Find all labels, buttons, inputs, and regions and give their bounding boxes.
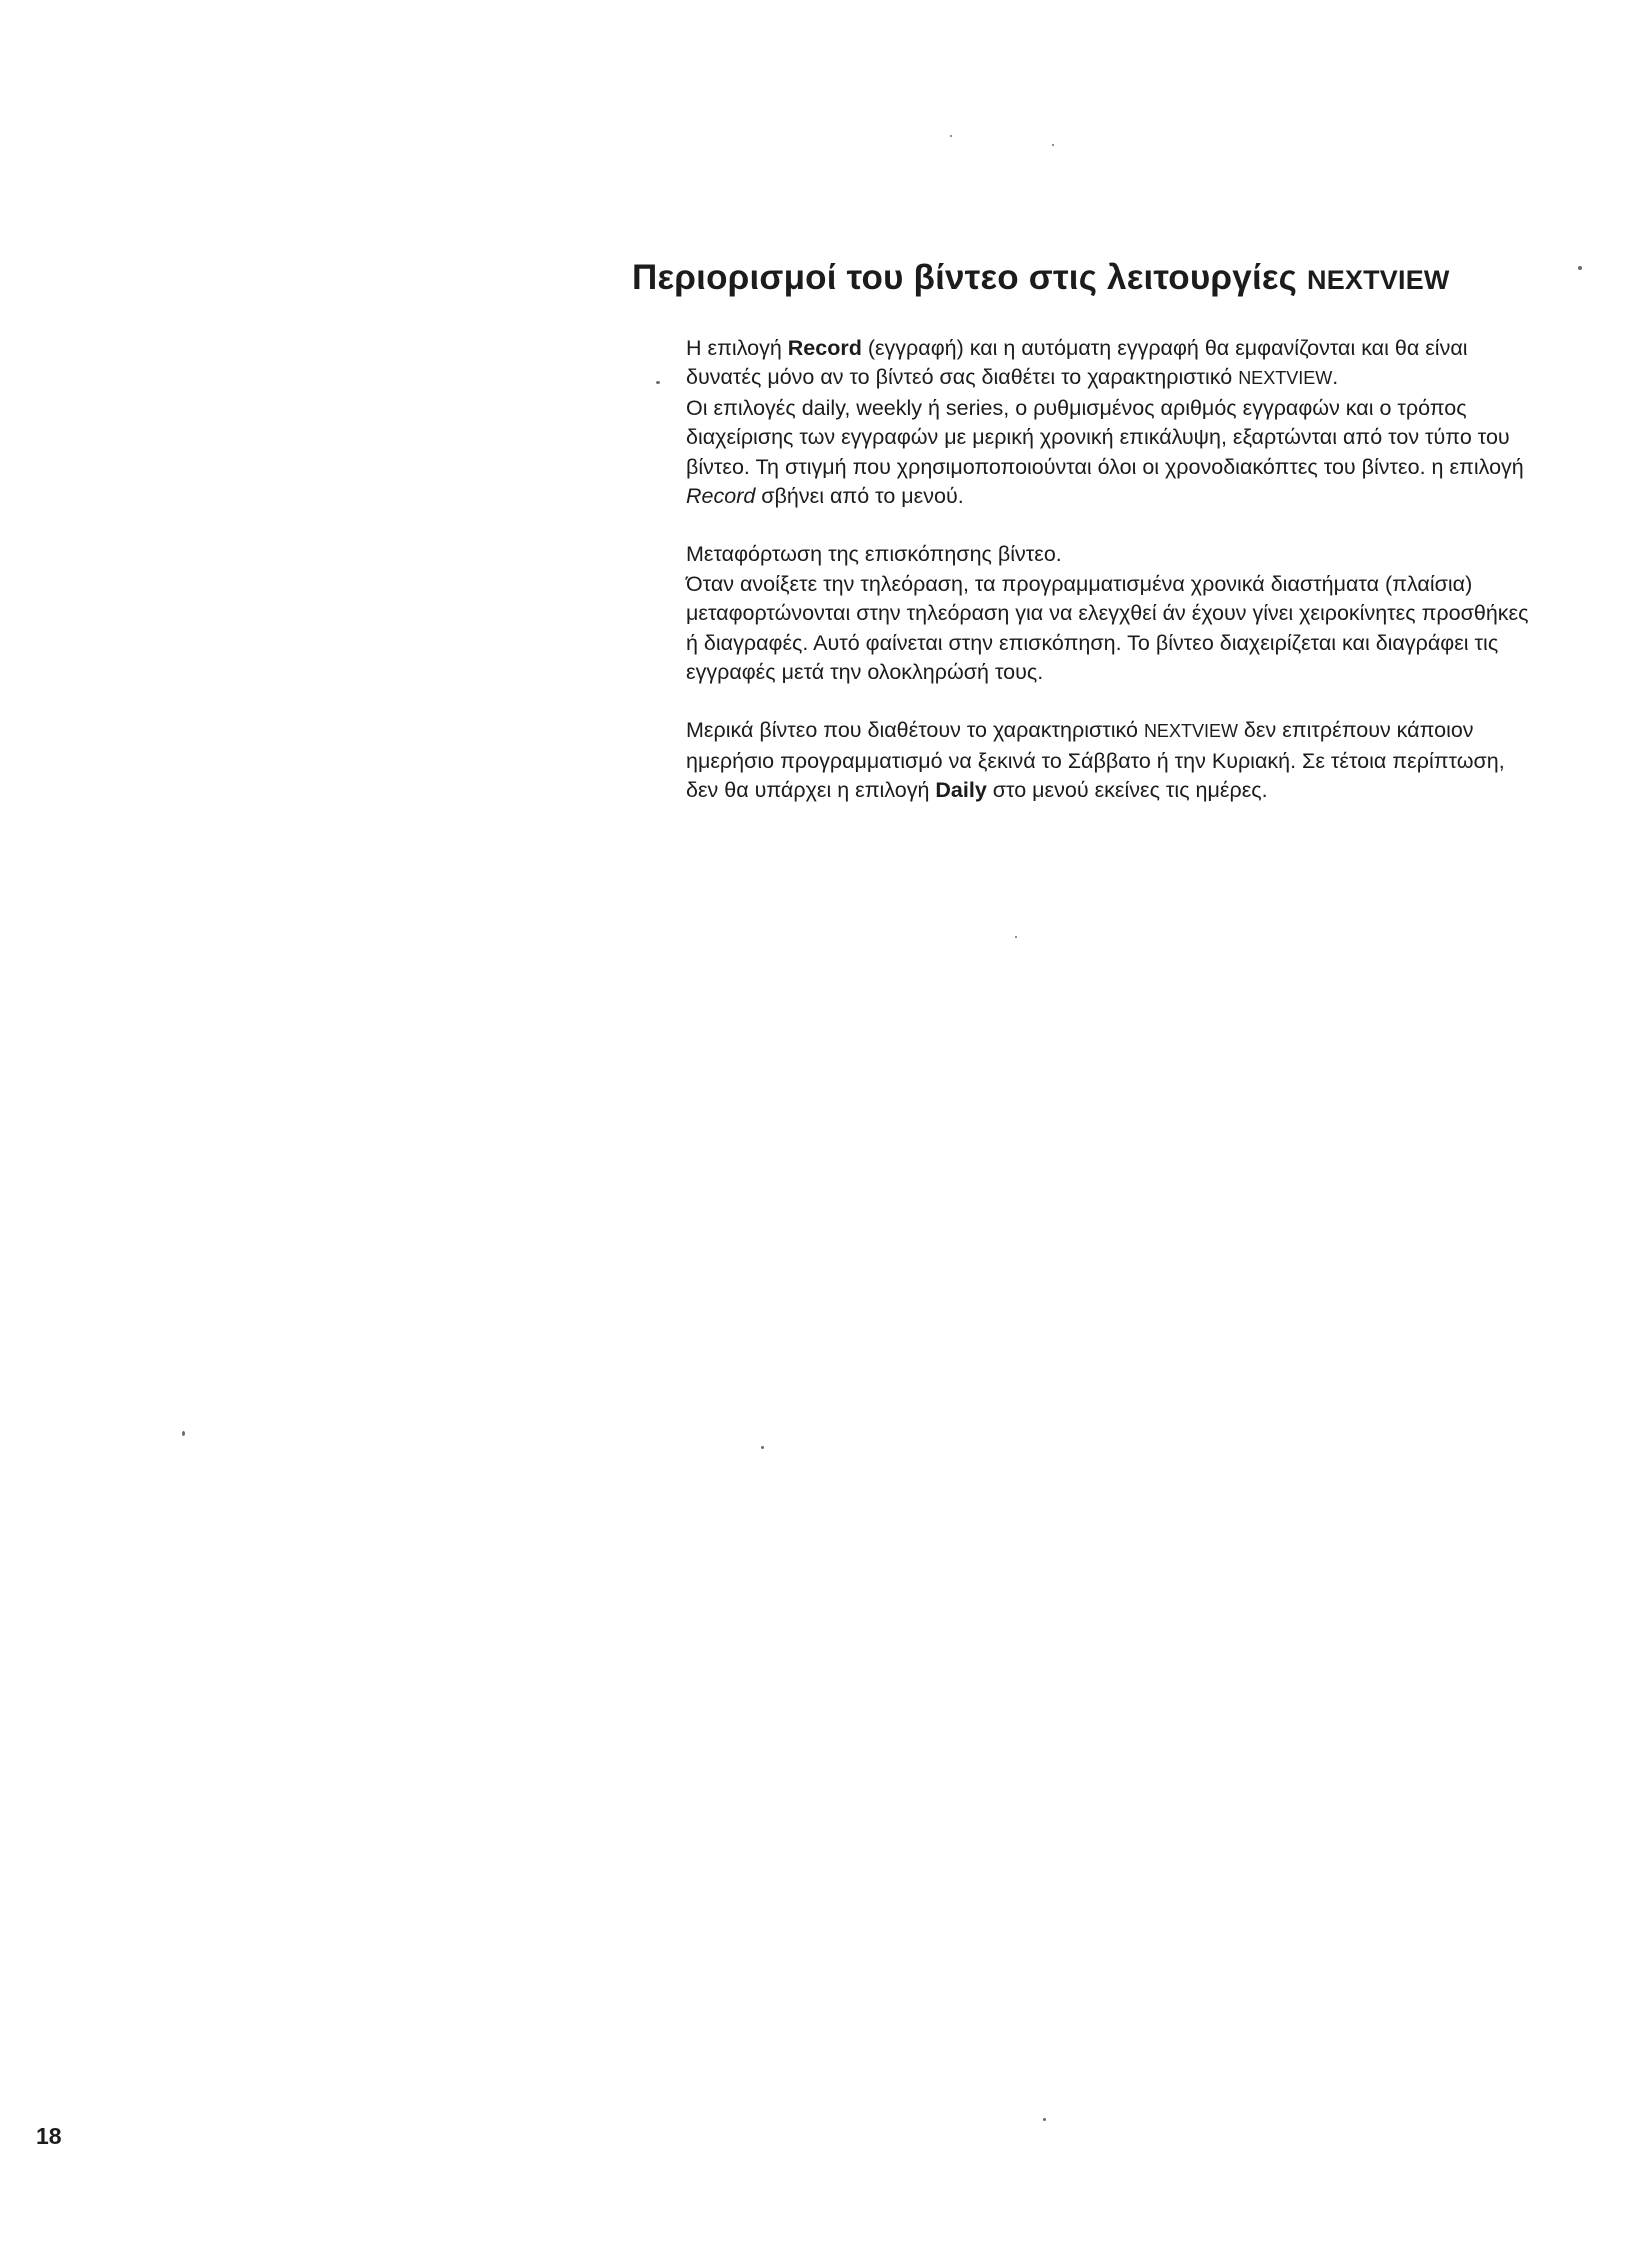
section-title-text: Περιορισμοί του βίντεο στις λειτουργίες	[632, 258, 1307, 297]
page-number: 18	[36, 2123, 62, 2149]
daily-option-label: Daily	[935, 778, 987, 803]
record-text-start: Η επιλογή	[686, 336, 788, 360]
nextview-brand-inline: NEXTVIEW	[1238, 368, 1333, 389]
record-option-label: Record	[787, 336, 862, 360]
nextview-brand-inline: NEXTVIEW	[1143, 721, 1238, 742]
paragraph-upload: Όταν ανοίξετε την τηλεόραση, τα προγραμματισμένα χρονικά διαστήματα (πλαίσια) μεταφορτώνονται στην τηλεόραση για να ελεγχθεί άν έχουν γίνει χειροκίνητες προσθήκες ή διαγραφές. Αυτό φαίνεται στην επισκόπηση. Το βίντεο διαχειρίζεται και διαγράφει τις εγγραφές μετά την ολοκληρώσή τους.	[686, 571, 1529, 685]
options-text-end: σβήνει από το μενού.	[755, 484, 964, 509]
upload-heading: Μεταφόρτωση της επισκόπησης βίντεο.	[686, 542, 1062, 567]
scan-speck	[761, 1446, 764, 1449]
nextview-brand: NEXTVIEW	[1307, 265, 1450, 295]
section-title	[632, 256, 1532, 302]
record-text-end: .	[1332, 365, 1339, 390]
options-text-start: Οι επιλογές daily, weekly ή series, ο ρυθμισμένος αριθμός εγγραφών και ο τρόπος διαχείρισης των εγγραφών με μερική χρονική επικάλυψη, εξαρτώνται από τον τύπο του βίντεο. Τη στιγμή που χρησιμοποποιούνται όλοι οι χρονοδιακόπτες του βίντεο. η επιλογή	[686, 395, 1524, 479]
scan-speck	[182, 1431, 185, 1436]
scan-speck	[1052, 144, 1054, 146]
scan-speck	[656, 381, 660, 384]
paragraph-weekend	[686, 716, 1536, 805]
weekend-text-start: Μερικά βίντεο που διαθέτουν το χαρακτηριστικό	[686, 718, 1144, 743]
weekend-text-end: στο μενού εκείνες τις ημέρες.	[986, 778, 1268, 803]
paragraph-record	[686, 334, 1536, 394]
weekend-text-middle: δεν επιτρέπουν κάποιον ημερήσιο προγραμματισμό να ξεκινά το Σάββατο ή την Κυριακή. Σε τέτοια περίπτωση, δεν θα υπάρχει η επιλογή	[686, 718, 1505, 803]
record-text-middle: (εγγραφή) και η αυτόματη εγγραφή θα εμφανίζονται και θα είναι δυνατές μόνο αν το βίντεό σας διαθέτει το χαρακτηριστικό	[686, 336, 1468, 390]
section-body	[686, 334, 1536, 806]
paragraph-options	[686, 394, 1536, 512]
scan-speck	[950, 135, 952, 137]
scan-speck	[1578, 266, 1582, 270]
record-option-italic: Record	[686, 484, 756, 509]
scan-speck	[1043, 2118, 1046, 2121]
scan-speck	[1015, 936, 1017, 938]
